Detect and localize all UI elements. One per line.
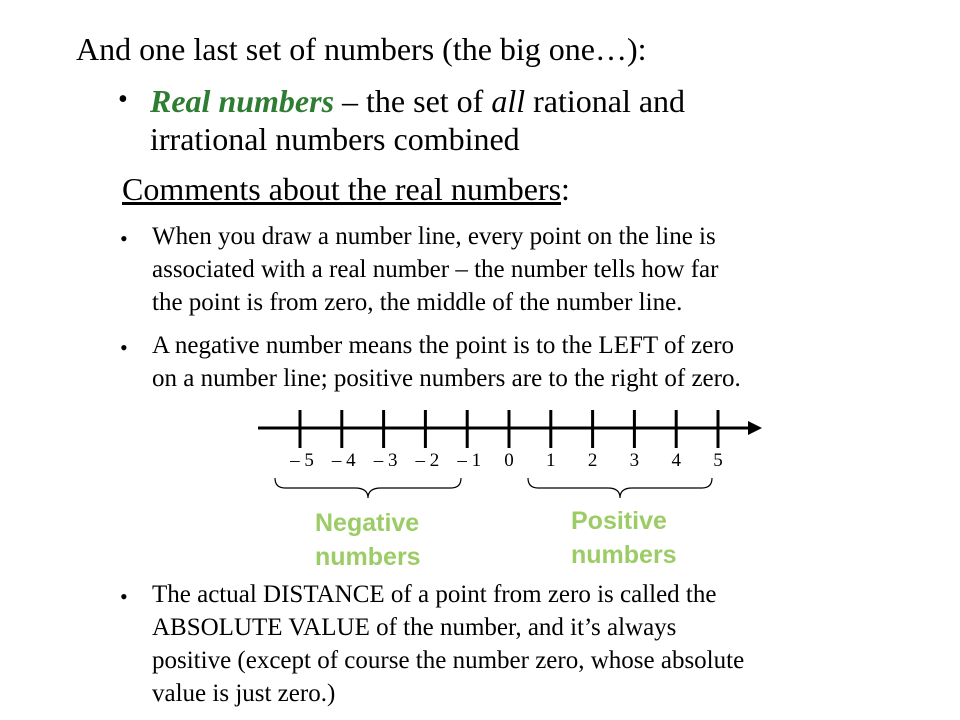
number-line-tick-label: – 1 — [457, 450, 482, 471]
bullet-3-line-2: ABSOLUTE VALUE of the number, and it’s always — [152, 614, 677, 641]
comments-heading — [122, 170, 570, 208]
number-line-tick-labels — [289, 450, 723, 471]
comments-heading-text: Comments about the real numbers — [122, 171, 562, 207]
number-line-tick-label: – 5 — [290, 450, 314, 471]
bullet-1-line-1: When you draw a number line, every point on the line is — [152, 223, 716, 250]
bullet-2-line-2: on a number line; positive numbers are to the right of zero. — [152, 365, 741, 392]
number-line-tick-label: 2 — [587, 450, 598, 471]
number-line-tick-label: 5 — [713, 450, 723, 471]
comments-heading-colon: : — [561, 171, 570, 207]
definition-rest: rational and — [525, 83, 686, 119]
bullet-2-line-1: A negative number means the point is to the LEFT of zero — [152, 332, 735, 359]
number-line-tick-label: 0 — [504, 450, 514, 471]
number-line-tick-label: – 4 — [331, 450, 356, 471]
bullet-3-line-1: The actual DISTANCE of a point from zero is called the — [152, 581, 717, 608]
bullet-1-line-3: the point is from zero, the middle of the number line. — [152, 289, 683, 316]
positive-label-line-1: Positive — [571, 507, 667, 535]
slide-heading: And one last set of numbers (the big one…): — [76, 31, 647, 67]
number-line-tick-label: – 2 — [415, 450, 440, 471]
term-real-numbers: Real numbers — [150, 83, 335, 119]
bullet-dot: • — [118, 84, 128, 115]
bullet-dot: • — [120, 226, 128, 251]
definition-line-1 — [150, 82, 685, 120]
bullet-dot: • — [120, 335, 128, 360]
definition-line-2: irrational numbers combined — [150, 121, 520, 157]
bullet-1-line-2: associated with a real number – the number tells how far — [152, 256, 719, 283]
number-line-tick-label: – 3 — [373, 450, 398, 471]
number-line-tick-label: 3 — [629, 450, 640, 471]
number-line-arrowhead — [748, 421, 762, 435]
negative-brace — [275, 478, 461, 498]
bullet-3-line-4: value is just zero.) — [152, 680, 336, 707]
definition-dash-text: – the set of — [334, 83, 492, 119]
bullet-dot: • — [120, 584, 128, 609]
negative-label-line-2: numbers — [315, 543, 421, 571]
definition-emphasis: all — [491, 83, 526, 119]
negative-label-line-1: Negative — [315, 509, 420, 537]
number-line-tick-label: 1 — [546, 450, 556, 471]
negative-numbers-label — [315, 506, 421, 574]
positive-label-line-2: numbers — [571, 541, 677, 569]
number-line-tick-label: 4 — [671, 450, 681, 471]
positive-numbers-label — [571, 504, 677, 572]
bullet-3-line-3: positive (except of course the number zero, whose absolute — [152, 647, 745, 674]
number-line-figure — [0, 400, 960, 520]
positive-brace — [528, 478, 712, 498]
